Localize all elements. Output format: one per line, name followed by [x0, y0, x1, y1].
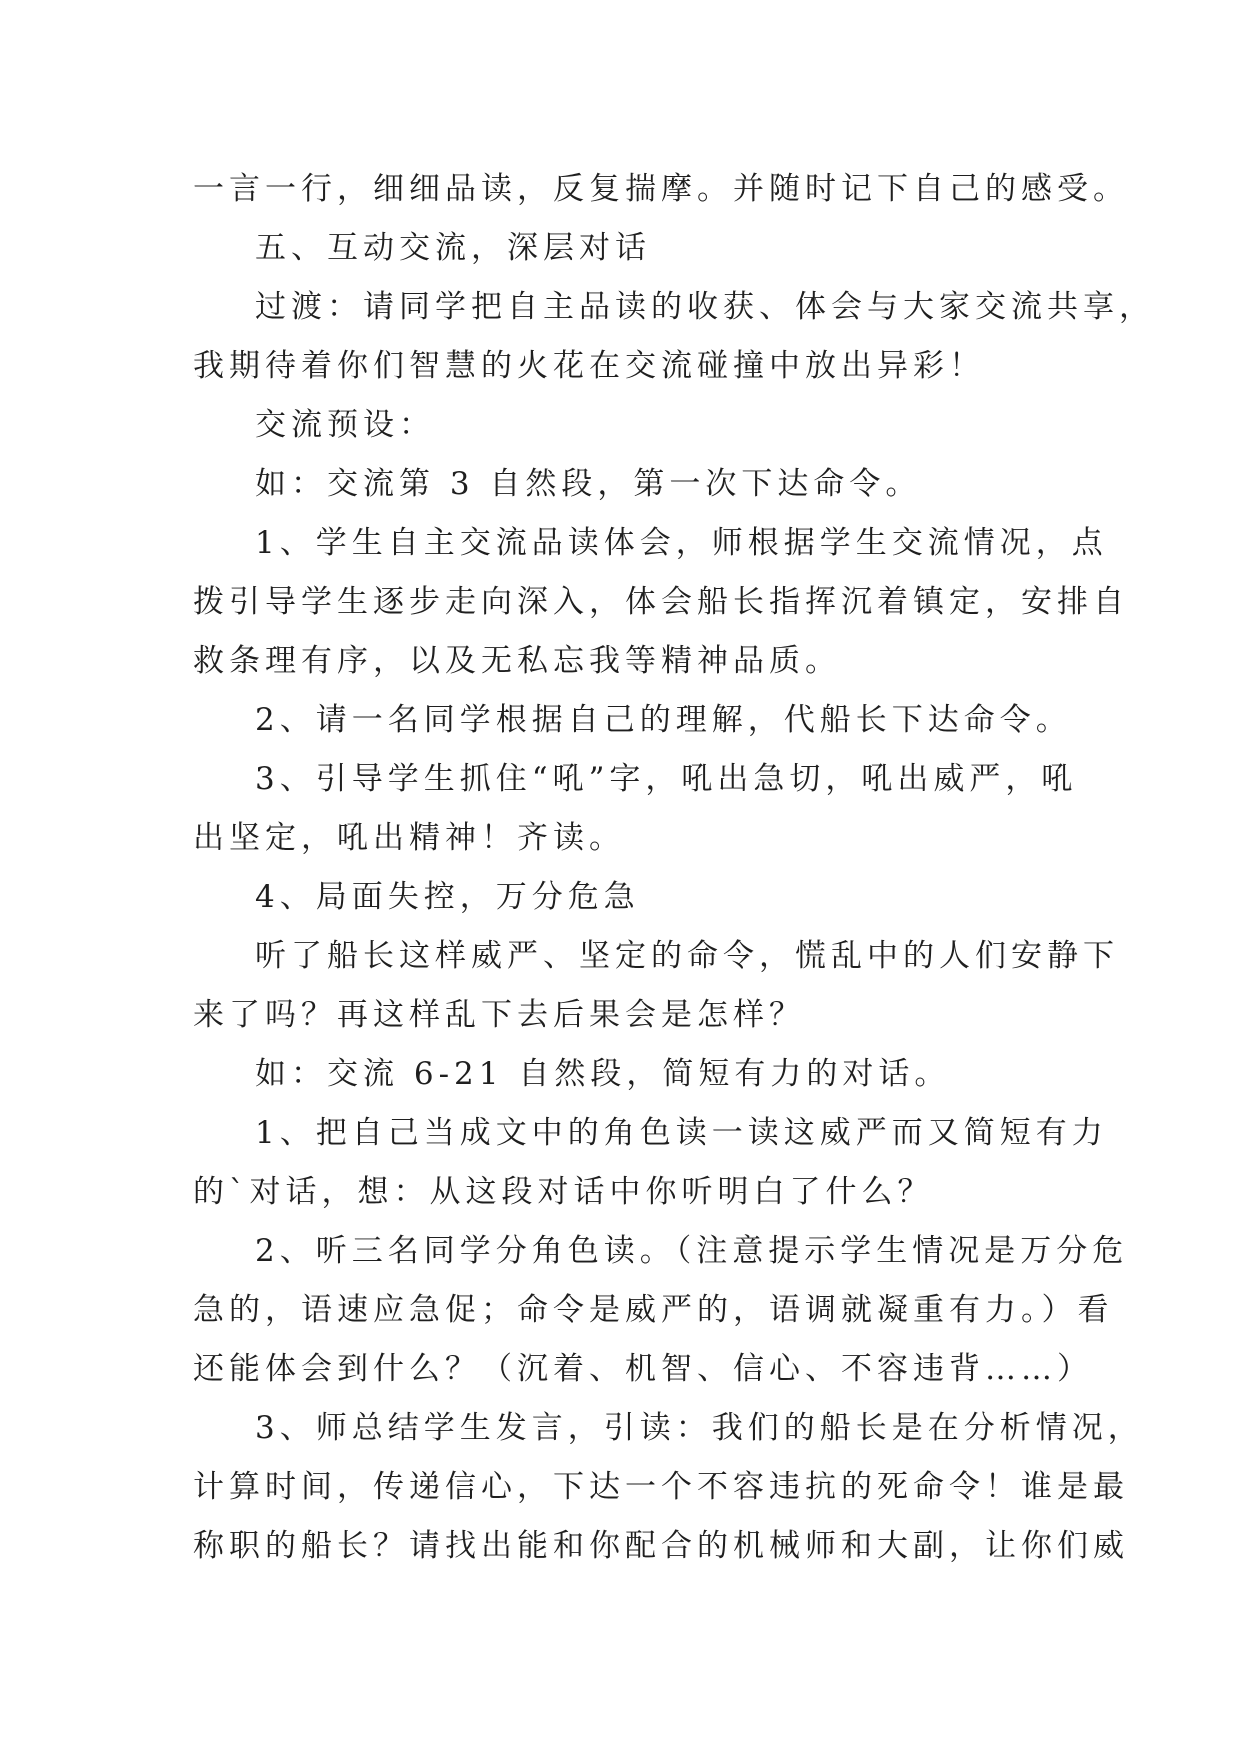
text-line: 1、学生自主交流品读体会，师根据学生交流情况，点	[255, 525, 1108, 561]
text-line: 一言一行，细细品读，反复揣摩。并随时记下自己的感受。	[193, 171, 1129, 207]
text-line: 2、听三名同学分角色读。（注意提示学生情况是万分危	[255, 1233, 1129, 1269]
text-line: 来了吗？再这样乱下去后果会是怎样？	[193, 997, 805, 1033]
text-line: 出坚定，吼出精神！齐读。	[193, 820, 625, 856]
text-line: 3、师总结学生发言，引读：我们的船长是在分析情况，	[255, 1410, 1144, 1446]
text-line: 听了船长这样威严、坚定的命令，慌乱中的人们安静下	[255, 938, 1119, 974]
text-line: 的`对话，想：从这段对话中你听明白了什么？	[193, 1174, 934, 1210]
text-line: 拨引导学生逐步走向深入，体会船长指挥沉着镇定，安排自	[193, 584, 1129, 620]
text-line: 2、请一名同学根据自己的理解，代船长下达命令。	[255, 702, 1072, 738]
text-line: 救条理有序，以及无私忘我等精神品质。	[193, 643, 841, 679]
text-line: 计算时间，传递信心，下达一个不容违抗的死命令！谁是最	[193, 1469, 1129, 1505]
text-line: 还能体会到什么？（沉着、机智、信心、不容违背……）	[193, 1351, 1093, 1387]
text-line: 称职的船长？请找出能和你配合的机械师和大副，让你们威	[193, 1528, 1129, 1564]
text-line: 3、引导学生抓住“吼”字，吼出急切，吼出威严，吼	[255, 761, 1078, 797]
text-line: 如：交流第 3 自然段，第一次下达命令。	[255, 466, 922, 502]
text-line: 我期待着你们智慧的火花在交流碰撞中放出异彩！	[193, 348, 985, 384]
document-body	[193, 160, 1155, 1576]
text-line: 1、把自己当成文中的角色读一读这威严而又简短有力	[255, 1115, 1108, 1151]
section-heading: 五、互动交流，深层对话	[255, 230, 651, 266]
text-line: 4、局面失控，万分危急	[255, 879, 640, 915]
text-line: 交流预设：	[255, 407, 435, 443]
text-line: 如：交流 6-21 自然段，简短有力的对话。	[255, 1056, 951, 1092]
text-line: 过渡：请同学把自主品读的收获、体会与大家交流共享，	[255, 289, 1155, 325]
text-line: 急的，语速应急促；命令是威严的，语调就凝重有力。）看	[193, 1292, 1114, 1328]
